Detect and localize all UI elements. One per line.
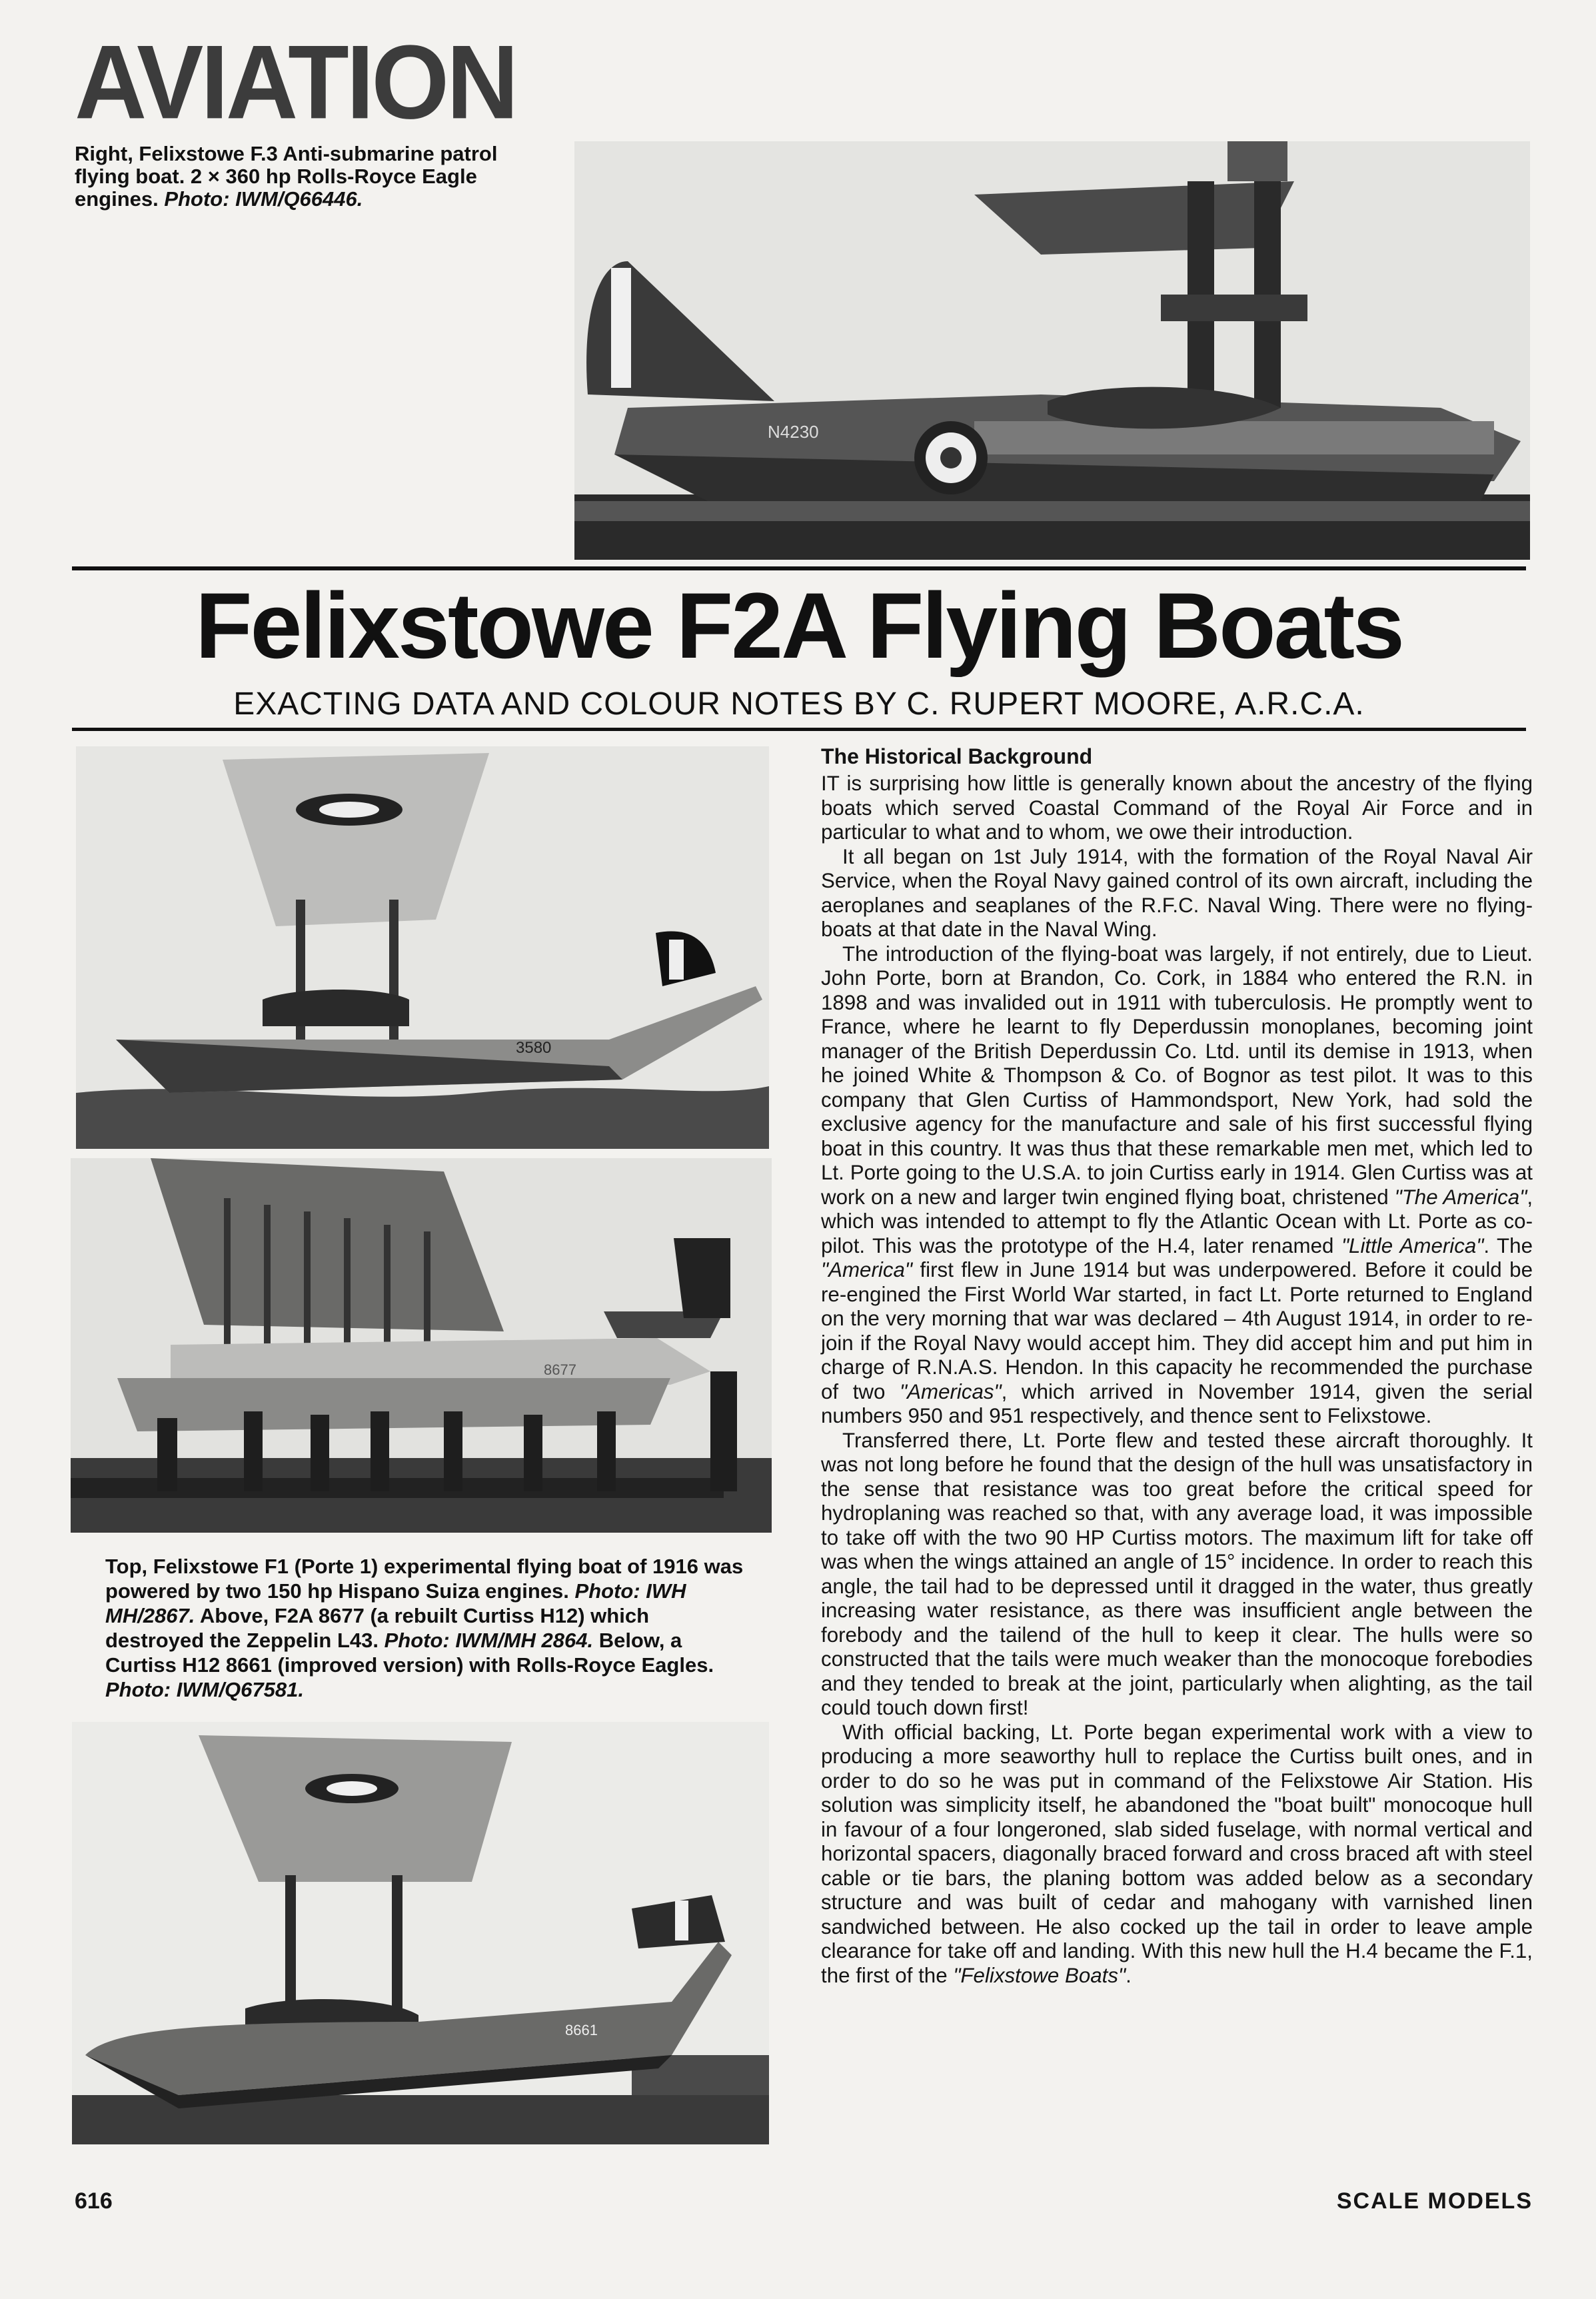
photos-caption <box>105 1554 752 1702</box>
paragraph-text: . <box>1126 1963 1132 1987</box>
article-paragraph-1: IT is surprising how little is generally known about the ancestry of the flying boats which served Coastal Command of the Royal Air Force and in particular to what and to whom, we owe their introduction. <box>821 772 1533 844</box>
article-paragraph-5 <box>821 1721 1533 1988</box>
photo-f2a-8677 <box>71 1158 772 1533</box>
photo-credit-3: Photo: IWM/Q67581. <box>105 1678 304 1701</box>
magazine-name: SCALE MODELS <box>1336 2188 1533 2214</box>
photo-credit-1: Photo: IWH MH/2867. <box>105 1579 686 1627</box>
quoted-name: "The America" <box>1394 1185 1527 1209</box>
photo2-serial: 8677 <box>544 1361 576 1378</box>
paragraph-text: first flew in June 1914 but was underpowered. Before it could be re-engined the First World War started, in fact Lt. Porte returned to England on the very morning that war was declared – 4th August 1914, in order to re-join if the Royal Navy would accept him. They did accept him and put him in charge of R.N.A.S. Hendon. In this capacity he recommended the purchase of two <box>821 1258 1533 1403</box>
article-subtitle: EXACTING DATA AND COLOUR NOTES BY C. RUPERT MOORE, A.R.C.A. <box>233 686 1365 722</box>
paragraph-text: With official backing, Lt. Porte began experimental work with a view to producing a more seaworthy hull to replace the Curtiss built ones, and in order to do so he was put in command of the Felixstowe Air Station. His solution was simplicity itself, he abandoned the "boat built" monocoque hull in favour of a four longeroned, slab sided fuselage, with normal vertical and horizontal spacers, diagonally braced forward and cross braced aft with steel cable or tie bars, the planing bottom was added below as a secondary structure and was built of cedar and mahogany with varnished linen sandwiched between. He also cocked up the tail in order to leave ample clearance for take off and landing. With this new hull the H.4 became the F.1, the first of the <box>821 1720 1533 1987</box>
article-body <box>821 744 1533 1988</box>
article-heading: The Historical Background <box>821 744 1093 768</box>
quoted-name: "Americas" <box>900 1379 1002 1403</box>
title-rule-top <box>72 566 1526 570</box>
title-rule-bottom <box>72 728 1526 731</box>
photo-felixstowe-f1 <box>76 746 769 1149</box>
caption-part3: Below, a Curtiss H12 8661 (improved version) with Rolls-Royce Eagles. <box>105 1629 714 1677</box>
top-photo-caption <box>75 143 541 211</box>
article-title: Felixstowe F2A Flying Boats <box>195 573 1403 678</box>
article-paragraph-3 <box>821 942 1533 1429</box>
paragraph-text: , which was intended to attempt to fly the Atlantic Ocean with Lt. Porte as co-pilot. This was the prototype of the H.4, later renamed <box>821 1185 1533 1257</box>
caption-part1: Top, Felixstowe F1 (Porte 1) experimental flying boat of 1916 was powered by two 150 hp Hispano Suiza engines. <box>105 1555 744 1603</box>
caption-text: Right, Felixstowe F.3 Anti-submarine patrol flying boat. 2 × 360 hp Rolls-Royce Eagle engines. <box>75 142 498 211</box>
photo-curtiss-h12-8661 <box>72 1722 769 2144</box>
article-paragraph-2: It all began on 1st July 1914, with the formation of the Royal Naval Air Service, when the Royal Navy gained control of its own aircraft, including the aeroplanes and seaplanes of the R.F.C. Naval Wing. There were no flying-boats at that date in the Naval Wing. <box>821 844 1533 941</box>
photo3-serial: 8661 <box>565 2022 598 2038</box>
section-title: AVIATION <box>75 23 516 141</box>
caption-part2: Above, F2A 8677 (a rebuilt Curtiss H12) which destroyed the Zeppelin L43. <box>105 1604 650 1652</box>
paragraph-text: , which arrived in November 1914, given the serial numbers 950 and 951 respectively, and thence sent to Felixstowe. <box>821 1379 1533 1427</box>
quoted-name: "Felixstowe Boats" <box>953 1963 1126 1987</box>
paragraph-text: The introduction of the flying-boat was largely, if not entirely, due to Lieut. John Porte, born at Brandon, Co. Cork, in 1884 who entered the R.N. in 1898 and was invalided out in 1911 with tuberculosis. He promptly went to France, where he learnt to fly Deperdussin monoplanes, becoming joint manager of the British Deperdussin Co. Ltd. until its demise in 1913, when he joined White & Thompson & Co. of Bognor as test pilot. It was to this company that Glen Curtiss of Hammondsport, New York, had sold the exclusive agency for the manufacture and sale of his first successful flying boat in this country. It was thus that these remarkable men met, which led to Lt. Porte going to the U.S.A. to join Curtiss early in 1914. Glen Curtiss was at work on a new and larger twin engined flying boat, christened <box>821 942 1533 1209</box>
photo1-serial: 3580 <box>516 1039 552 1057</box>
top-photo <box>574 141 1530 560</box>
paragraph-text: . The <box>1483 1233 1533 1257</box>
page-number: 616 <box>75 2188 113 2214</box>
photo-credit: Photo: IWM/Q66446. <box>164 187 363 211</box>
top-photo-serial: N4230 <box>768 422 819 442</box>
photo-credit-2: Photo: IWM/MH 2864. <box>384 1629 594 1652</box>
quoted-name: "Little America" <box>1341 1233 1484 1257</box>
article-paragraph-4: Transferred there, Lt. Porte flew and tested these aircraft thoroughly. It was not long before he found that the design of the hull was unsatisfactory in the sense that resistance was too great before the critical speed for hydroplaning was reached so that, with any average load, it was impossible to take off with the two 90 HP Curtiss motors. The maximum lift for take off was when the wings attained an angle of 15° incidence. In order to reach this angle, the tail had to be depressed until it dragged in the water, thus greatly increasing water resistance, as there was insufficient angle between the forebody and the tailend of the hull to keep it clear. The hulls were so constructed that the tails were much weaker than the monocoque forebodies and they tended to break at the joint, particularly when alighting, as the tail could touch down first! <box>821 1428 1533 1719</box>
quoted-name: "America" <box>821 1258 913 1281</box>
